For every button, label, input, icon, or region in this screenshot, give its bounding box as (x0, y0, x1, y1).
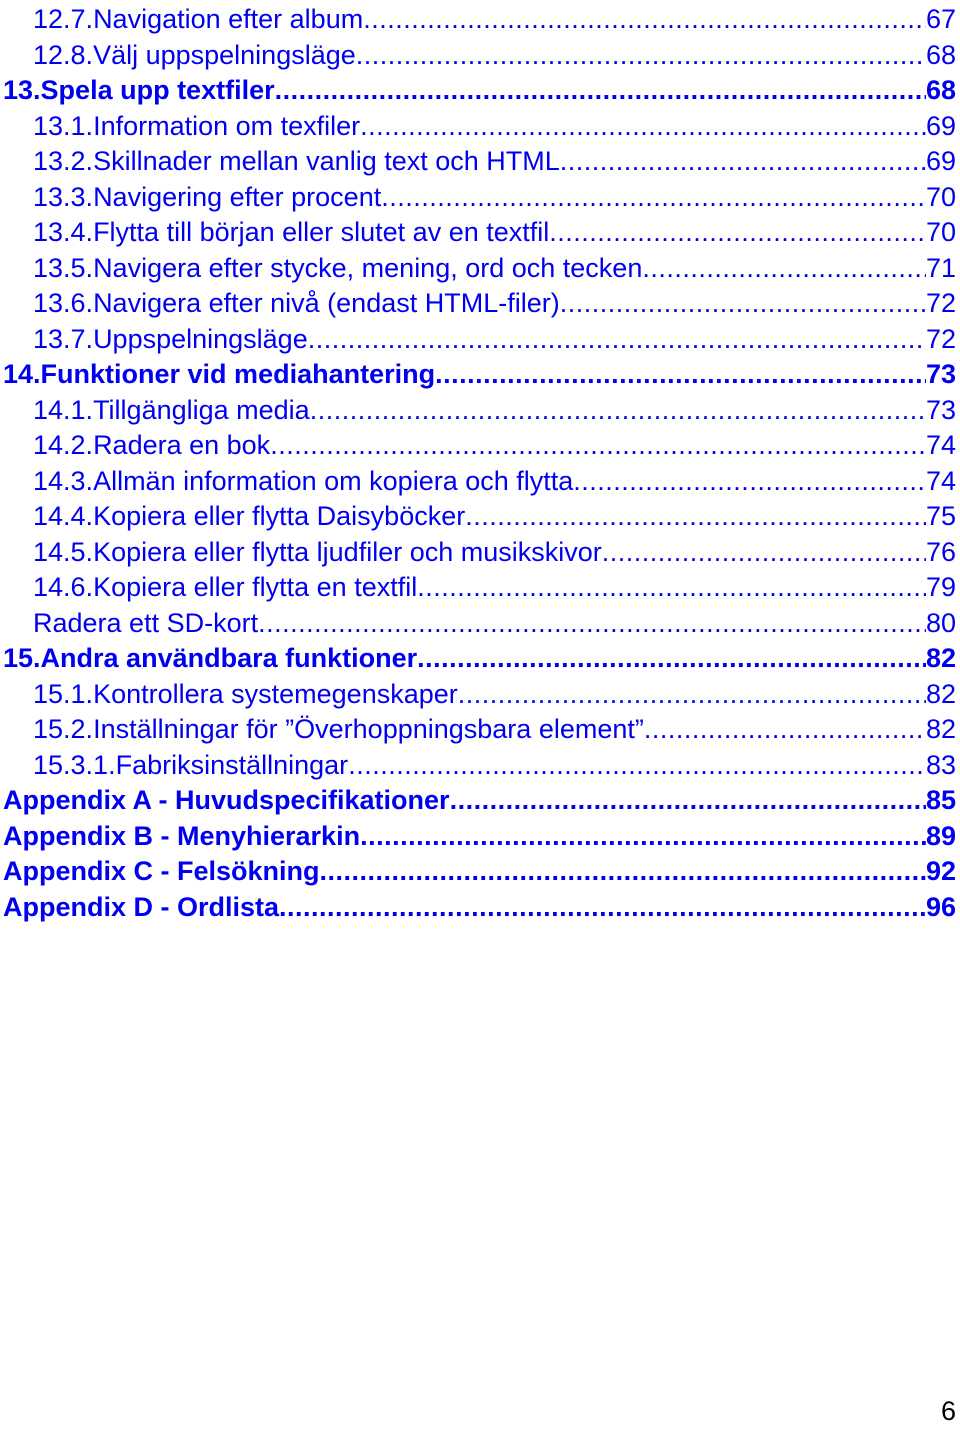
toc-entry (33, 393, 956, 429)
toc-entry-link[interactable] (0, 428, 960, 464)
toc-entry-number: 13.2. (33, 146, 94, 176)
toc-entry (33, 38, 956, 74)
toc-entry-title: Radera ett SD-kort (33, 607, 259, 638)
toc-entry (33, 428, 956, 464)
toc-entry (3, 641, 956, 677)
toc-dot-leader (275, 73, 926, 109)
toc-entry (33, 109, 956, 145)
toc-entry-title: Skillnader mellan vanlig text och HTML (93, 146, 560, 176)
toc-entry-title: Andra användbara funktioner (40, 643, 418, 673)
toc-entry (33, 535, 956, 571)
toc-entry-number: 13.5. (33, 252, 94, 283)
toc-entry-page: 82 (925, 678, 956, 709)
toc-entry-title: Kontrollera systemegenskaper (93, 678, 458, 709)
toc-entry-page: 74 (925, 465, 956, 496)
toc-entry-link[interactable] (0, 748, 960, 784)
toc-entry-number: 13. (3, 75, 41, 105)
toc-entry-page: 72 (925, 323, 956, 354)
toc-dot-leader (549, 215, 926, 251)
toc-entry-title: Kopiera eller flytta en textfil (93, 572, 418, 602)
toc-entry-link[interactable] (0, 2, 960, 38)
toc-entry (33, 215, 956, 251)
toc-dot-leader (360, 109, 926, 145)
table-of-contents (0, 2, 960, 925)
toc-entry-link[interactable] (0, 144, 960, 180)
toc-entry-number: 14.5. (33, 536, 94, 567)
toc-entry-title: Tillgängliga media (93, 394, 310, 425)
toc-entry-number: 13.4. (33, 217, 94, 247)
toc-entry-title: Appendix D - Ordlista (3, 891, 280, 922)
toc-dot-leader (381, 180, 926, 216)
toc-entry-link[interactable] (0, 464, 960, 500)
toc-dot-leader (465, 499, 926, 535)
toc-entry (33, 570, 956, 606)
toc-entry-page: 83 (925, 749, 956, 780)
toc-entry (3, 73, 956, 109)
toc-dot-leader (450, 783, 926, 819)
toc-entry (33, 180, 956, 216)
toc-entry-title: Inställningar för ”Överhoppningsbara element” (93, 714, 644, 744)
toc-entry-link[interactable] (0, 215, 960, 251)
toc-entry-number: 13.6. (33, 288, 94, 318)
toc-entry-page: 92 (925, 856, 956, 886)
toc-entry (33, 748, 956, 784)
toc-entry-page: 70 (925, 217, 956, 247)
toc-entry-page: 85 (925, 785, 956, 815)
toc-entry-link[interactable] (0, 819, 960, 855)
toc-entry-number: 15.3.1. (33, 749, 116, 780)
toc-entry-link[interactable] (0, 251, 960, 287)
toc-entry-page: 67 (925, 4, 956, 34)
toc-entry (3, 890, 956, 926)
toc-entry-title: Navigera efter nivå (endast HTML-filer) (93, 288, 560, 318)
toc-entry (33, 499, 956, 535)
toc-entry-page: 76 (925, 536, 956, 567)
toc-entry-title: Kopiera eller flytta Daisyböcker (93, 501, 466, 531)
toc-dot-leader (308, 322, 926, 358)
toc-dot-leader (356, 38, 926, 74)
toc-entry-link[interactable] (0, 286, 960, 322)
toc-entry-page: 75 (925, 501, 956, 531)
toc-dot-leader (417, 641, 926, 677)
toc-entry-page: 72 (925, 288, 956, 318)
toc-dot-leader (458, 677, 926, 713)
page-number: 6 (940, 1396, 956, 1426)
toc-entry (33, 712, 956, 748)
toc-entry-link[interactable] (0, 677, 960, 713)
toc-entry-page: 70 (925, 181, 956, 212)
toc-entry-title: Uppspelningsläge (93, 323, 308, 354)
toc-entry-link[interactable] (0, 499, 960, 535)
toc-entry (33, 286, 956, 322)
toc-entry-link[interactable] (0, 38, 960, 74)
toc-dot-leader (573, 464, 926, 500)
toc-entry-number: 14.3. (33, 465, 94, 496)
toc-entry-page: 69 (925, 110, 956, 141)
toc-entry-title: Navigera efter stycke, mening, ord och tecken (93, 252, 643, 283)
toc-entry-page: 79 (925, 572, 956, 602)
toc-entry-link[interactable] (0, 393, 960, 429)
toc-entry-link[interactable] (0, 535, 960, 571)
toc-entry-page: 73 (925, 359, 956, 389)
toc-entry (33, 251, 956, 287)
toc-entry-title: Flytta till början eller slutet av en textfil (93, 217, 550, 247)
toc-dot-leader (310, 393, 926, 429)
toc-entry (33, 2, 956, 38)
toc-entry-title: Appendix C - Felsökning (3, 856, 320, 886)
toc-dot-leader (644, 712, 926, 748)
toc-dot-leader (258, 606, 926, 642)
toc-entry-link[interactable] (0, 712, 960, 748)
toc-dot-leader (642, 251, 926, 287)
toc-entry-page: 96 (925, 891, 956, 922)
toc-entry-page: 69 (925, 146, 956, 176)
toc-entry-title: Välj uppspelningsläge (93, 39, 356, 70)
toc-entry-title: Appendix A - Huvudspecifikationer (3, 785, 450, 815)
toc-entry-link[interactable] (0, 180, 960, 216)
toc-dot-leader (363, 2, 926, 38)
toc-entry (3, 357, 956, 393)
toc-dot-leader (435, 357, 926, 393)
toc-entry (33, 677, 956, 713)
toc-dot-leader (560, 286, 926, 322)
toc-entry-title: Navigation efter album (93, 4, 364, 34)
toc-entry-link[interactable] (0, 570, 960, 606)
toc-dot-leader (270, 428, 926, 464)
toc-entry-link[interactable] (0, 109, 960, 145)
toc-entry-link[interactable] (0, 890, 960, 926)
toc-entry (33, 322, 956, 358)
toc-entry-number: 14.6. (33, 572, 94, 602)
toc-entry-number: 14.2. (33, 430, 94, 460)
toc-entry-page: 74 (925, 430, 956, 460)
toc-entry-page: 71 (925, 252, 956, 283)
toc-dot-leader (279, 890, 926, 926)
toc-entry-link[interactable] (0, 73, 960, 109)
toc-entry (33, 606, 956, 642)
toc-entry (3, 783, 956, 819)
toc-entry-title: Spela upp textfiler (40, 75, 275, 105)
toc-entry-number: 12.7. (33, 4, 94, 34)
toc-entry-title: Navigering efter procent (93, 181, 382, 212)
toc-entry (33, 144, 956, 180)
toc-entry-link[interactable] (0, 641, 960, 677)
toc-entry-title: Allmän information om kopiera och flytta (93, 465, 574, 496)
toc-entry-link[interactable] (0, 854, 960, 890)
toc-entry-number: 14.4. (33, 501, 94, 531)
toc-entry-title: Appendix B - Menyhierarkin (3, 820, 361, 851)
toc-entry-number: 15.2. (33, 714, 94, 744)
toc-dot-leader (417, 570, 926, 606)
toc-entry-page: 68 (925, 39, 956, 70)
toc-entry (3, 854, 956, 890)
toc-entry-number: 14.1. (33, 394, 94, 425)
toc-entry-number: 15.1. (33, 678, 94, 709)
toc-entry-title: Fabriksinställningar (115, 749, 349, 780)
toc-entry-page: 82 (925, 643, 956, 673)
toc-entry-link[interactable] (0, 783, 960, 819)
toc-entry-title: Radera en bok (93, 430, 271, 460)
toc-entry (3, 819, 956, 855)
toc-dot-leader (320, 854, 926, 890)
toc-entry-page: 80 (925, 607, 956, 638)
toc-entry-page: 82 (925, 714, 956, 744)
toc-entry-number: 12.8. (33, 39, 94, 70)
toc-dot-leader (360, 819, 926, 855)
toc-entry-number: 13.7. (33, 323, 94, 354)
toc-entry-link[interactable] (0, 357, 960, 393)
toc-entry-title: Kopiera eller flytta ljudfiler och musikskivor (93, 536, 602, 567)
toc-entry-page: 89 (925, 820, 956, 851)
toc-dot-leader (348, 748, 926, 784)
toc-entry-number: 13.3. (33, 181, 94, 212)
toc-entry-title: Funktioner vid mediahantering (40, 359, 436, 389)
toc-entry-page: 73 (925, 394, 956, 425)
toc-entry-link[interactable] (0, 322, 960, 358)
toc-dot-leader (602, 535, 926, 571)
toc-dot-leader (560, 144, 926, 180)
toc-entry-number: 14. (3, 359, 41, 389)
toc-entry-number: 15. (3, 643, 41, 673)
toc-entry (33, 464, 956, 500)
toc-entry-link[interactable] (0, 606, 960, 642)
toc-entry-title: Information om texfiler (93, 110, 361, 141)
toc-entry-page: 68 (925, 75, 956, 105)
toc-entry-number: 13.1. (33, 110, 94, 141)
